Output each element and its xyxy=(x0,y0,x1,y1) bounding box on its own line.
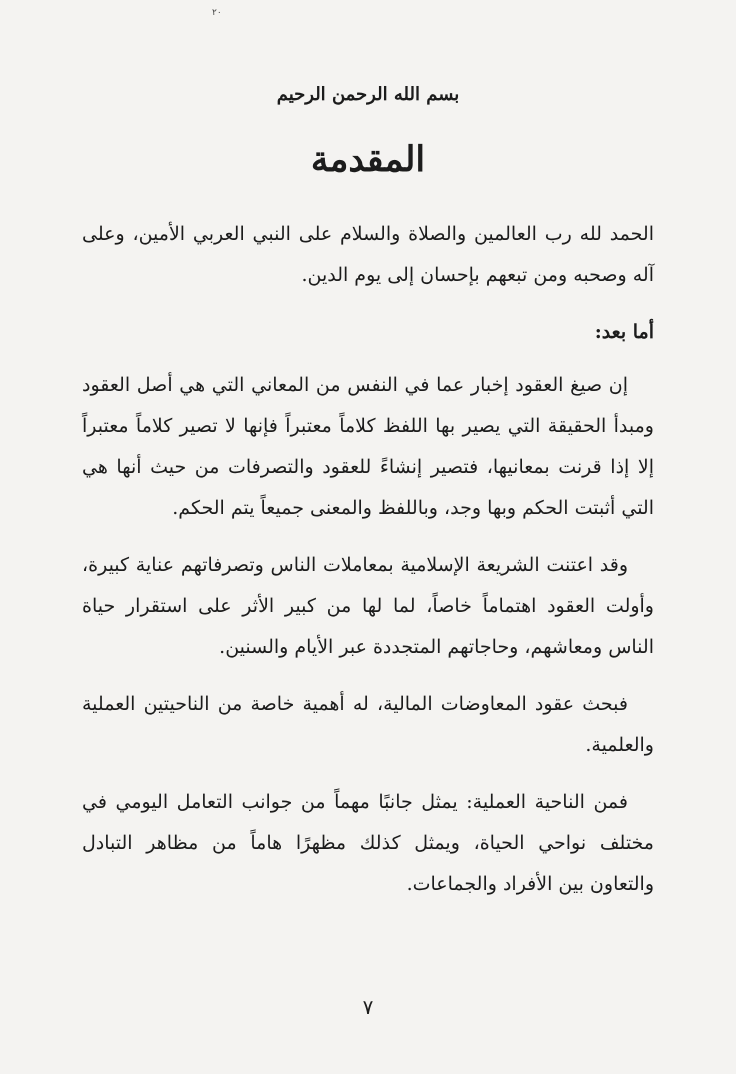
amma-baad-heading: أما بعد: xyxy=(594,321,654,343)
intro-paragraph: الحمد لله رب العالمين والصلاة والسلام على النبي العربي الأمين، وعلى آله وصحبه ومن تبعهم بإحسان إلى يوم الدين. xyxy=(82,223,654,286)
paragraph-4: فمن الناحية العملية: يمثل جانبًا مهماً من جوانب التعامل اليومي في مختلف نواحي الحياة، ويمثل كذلك مظهرًا هاماً من مظاهر التبادل والتعاون بين الأفراد والجماعات. xyxy=(82,791,654,895)
top-mark: ٢٠ xyxy=(212,8,222,18)
page-title: المقدمة xyxy=(310,139,426,180)
basmala: بسم الله الرحمن الرحيم xyxy=(276,84,460,105)
paragraph-2: وقد اعتنت الشريعة الإسلامية بمعاملات الناس وتصرفاتهم عناية كبيرة، وأولت العقود اهتماماً خاصاً، لما لها من كبير الأثر على استقرار حياة الناس ومعاشهم، وحاجاتهم المتجددة عبر الأيام والسنين. xyxy=(82,554,654,658)
paragraph-1: إن صيغ العقود إخبار عما في النفس من المعاني التي هي أصل العقود ومبدأ الحقيقة التي يصير بها اللفظ كلاماً معتبراً فإنها لا تصير كلاماً معتبراً إلا إذا قرنت بمعانيها، فتصير إنشاءً للعقود والتصرفات من حيث أنها هي التي أثبتت الحكم وبها وجد، وباللفظ والمعنى جميعاً يتم الحكم. xyxy=(82,374,654,519)
body-text xyxy=(82,214,654,921)
paragraph-3: فبحث عقود المعاوضات المالية، له أهمية خاصة من الناحيتين العملية والعلمية. xyxy=(82,693,654,756)
page-number: ٧ xyxy=(362,995,374,1019)
